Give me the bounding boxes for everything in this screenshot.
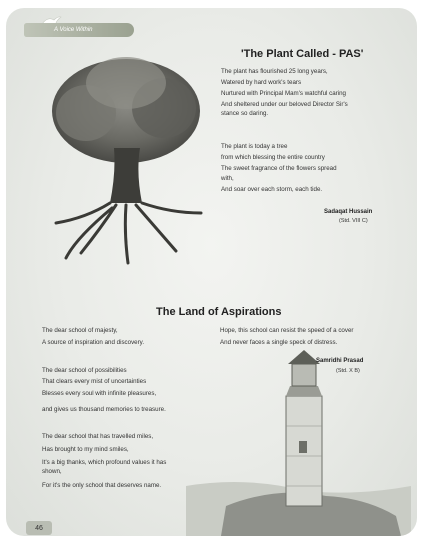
poem-line: with, (221, 175, 234, 182)
poem-line: The dear school that has travelled miles, (42, 433, 154, 440)
poem-line: And never faces a single speck of distress. (220, 339, 338, 346)
poem-line: stance so daring. (221, 110, 269, 117)
poem-line: The dear school of majesty, (42, 327, 118, 334)
poem-author: Samridhi Prasad (316, 358, 364, 364)
poem-line: And soar over each storm, each tide. (221, 186, 323, 193)
lighthouse-illustration (186, 346, 411, 536)
poem-line: and gives us thousand memories to treasure. (42, 406, 166, 413)
poem-line: from which blessing the entire country (221, 154, 325, 161)
poem-line: shown, (42, 468, 62, 475)
poem-title: 'The Plant Called - PAS' (241, 48, 364, 60)
poem-line: The plant has flourished 25 long years, (221, 68, 328, 75)
poem-author: Sadaqat Hussain (324, 209, 373, 215)
poem-title: The Land of Aspirations (156, 306, 282, 318)
poem-line: Watered by hard work's tears (221, 79, 302, 86)
poem-line: Hope, this school can resist the speed of a cover (220, 327, 354, 334)
author-class: (Std. X B) (336, 368, 360, 374)
poem-line: And sheltered under our beloved Director Sir's (221, 101, 348, 108)
poem-line: The dear school of possibilities (42, 367, 127, 374)
tree-illustration (46, 53, 206, 268)
poem-line: That clears every mist of uncertainties (42, 378, 147, 385)
page-number: 46 (26, 521, 52, 535)
section-banner: A Voice Within (24, 23, 134, 37)
poem-line: The sweet fragrance of the flowers spread (221, 165, 337, 172)
page (6, 8, 417, 536)
author-class: (Std. VIII C) (339, 218, 368, 224)
poem-line: A source of inspiration and discovery. (42, 339, 145, 346)
poem-line: For it's the only school that deserves name. (42, 482, 162, 489)
poem-line: Blesses every soul with infinite pleasures, (42, 390, 157, 397)
poem-line: Nurtured with Principal Mam's watchful caring (221, 90, 346, 97)
poem-line: The plant is today a tree (221, 143, 288, 150)
poem-line: It's a big thanks, which profound values it has (42, 459, 167, 466)
poem-line: Has brought to my mind smiles, (42, 446, 129, 453)
